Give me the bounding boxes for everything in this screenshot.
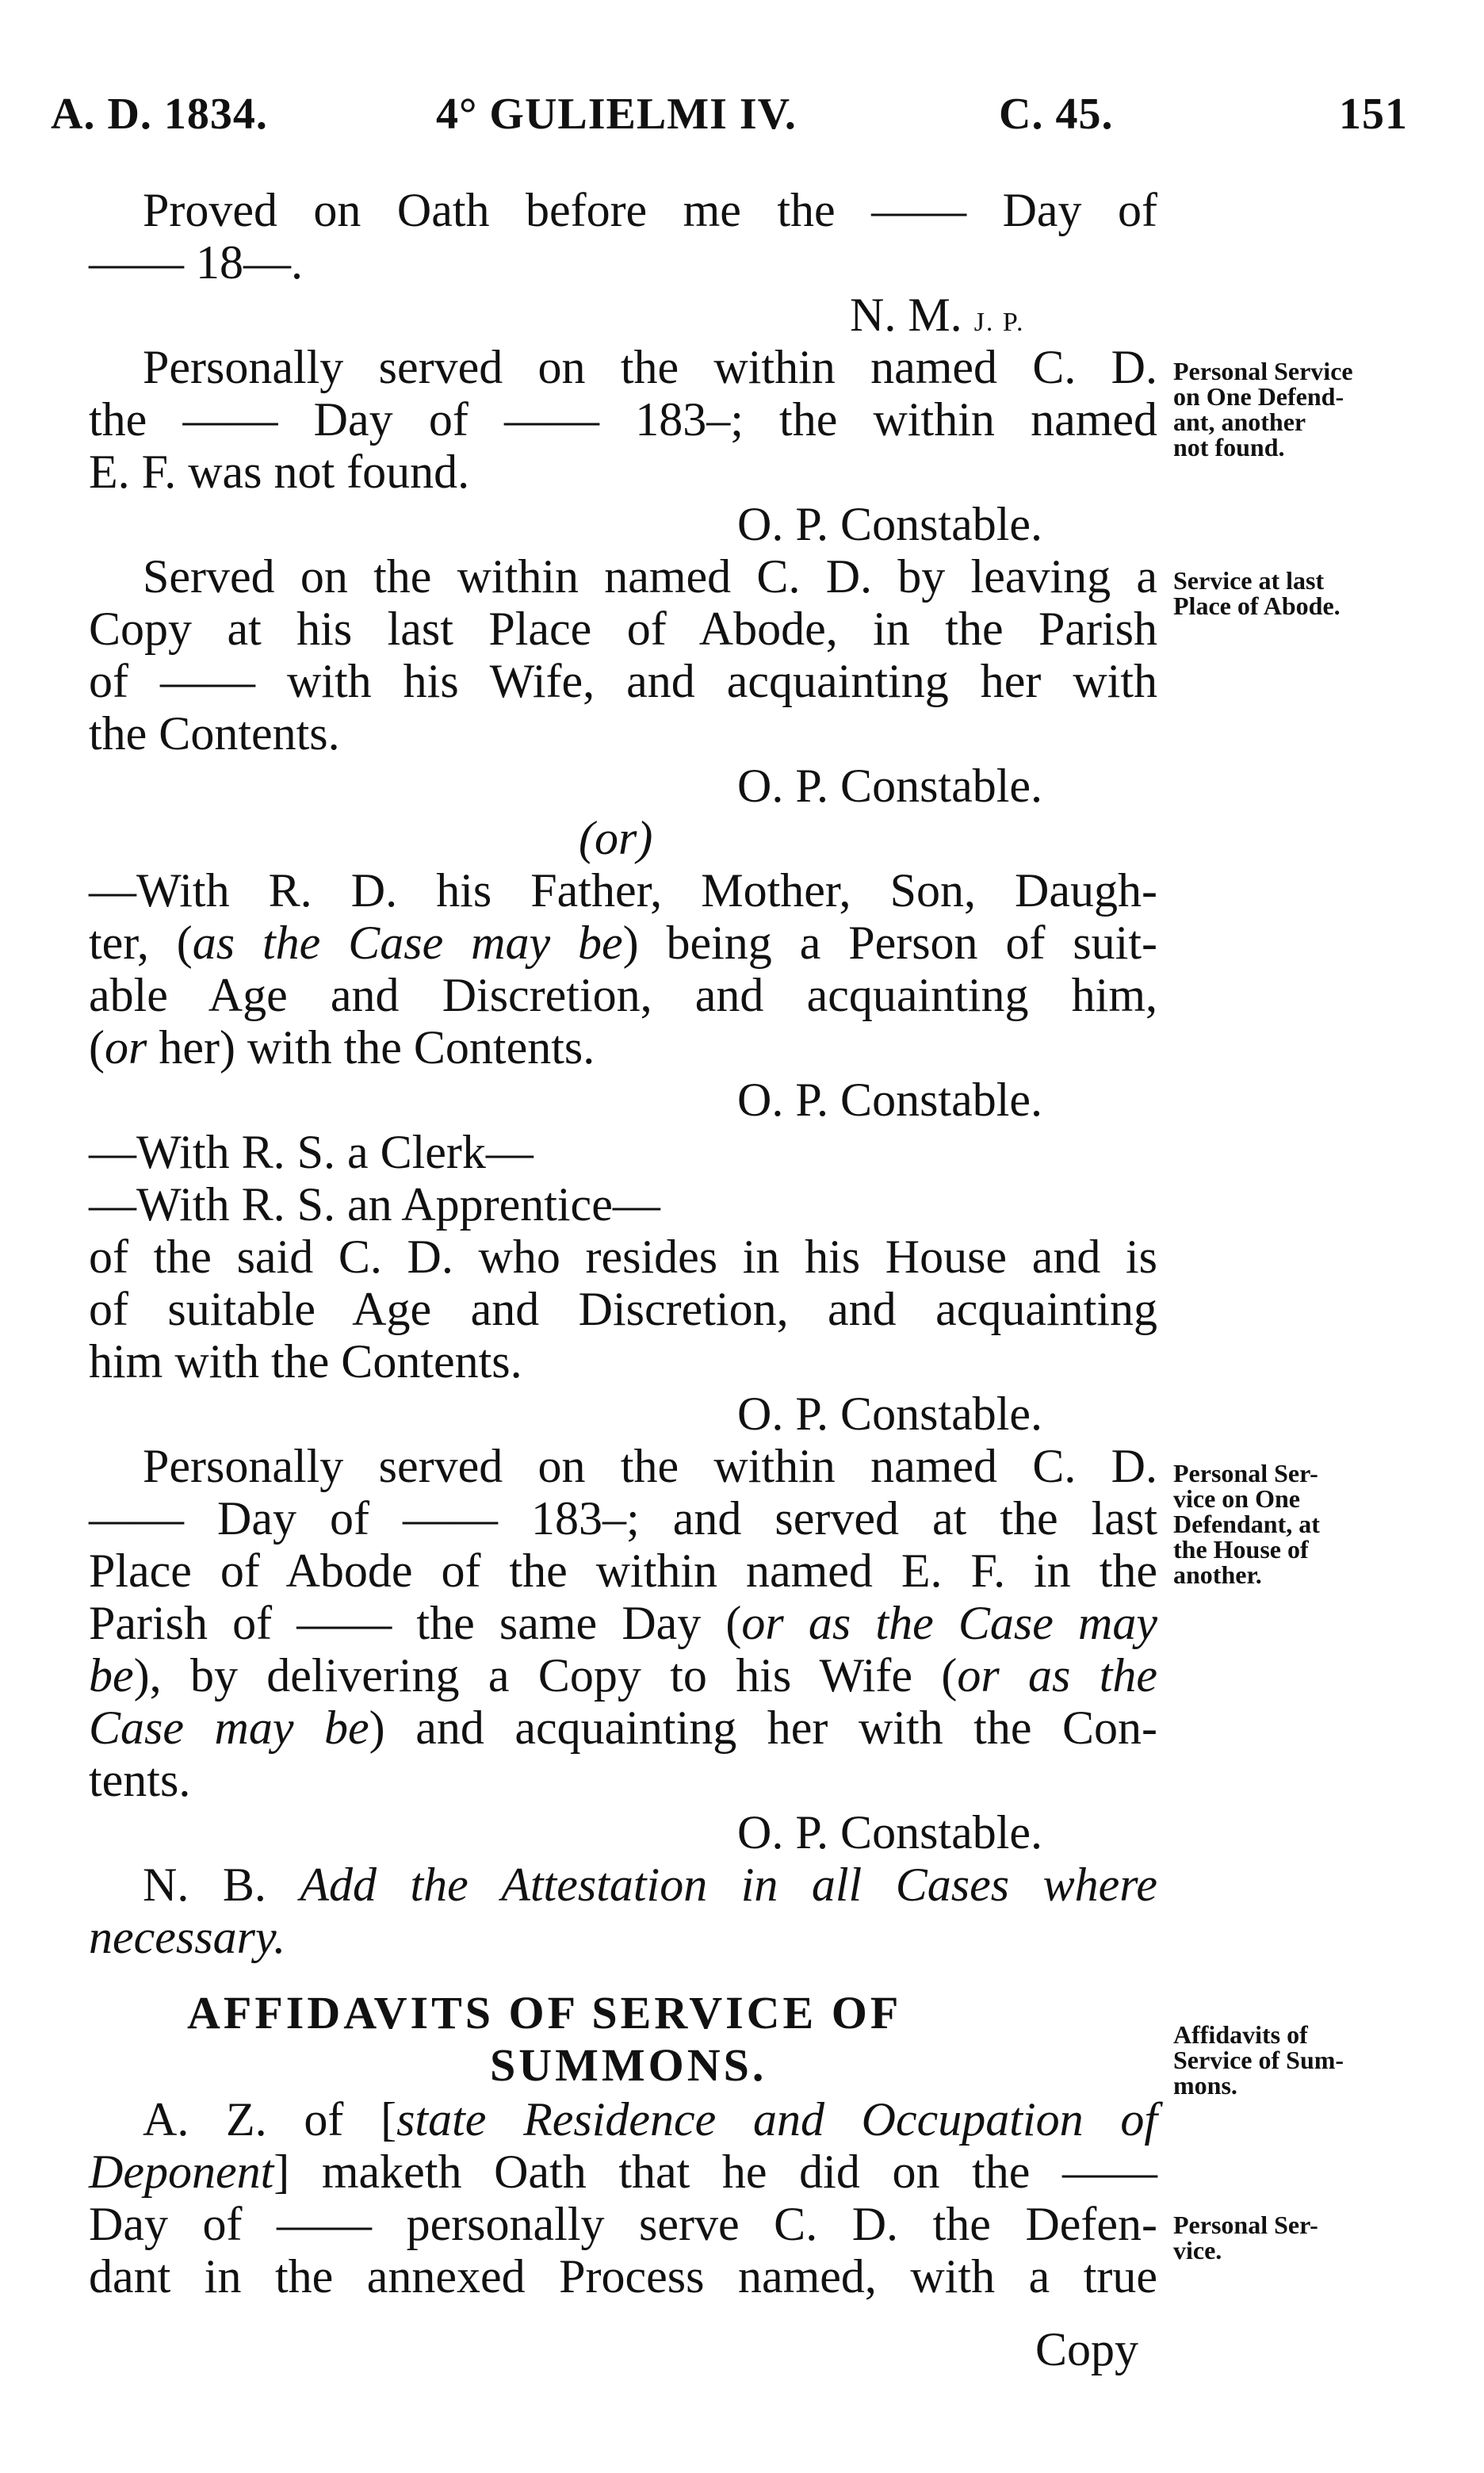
marginal-note-line: the House of bbox=[1173, 1535, 1309, 1564]
marginal-note-line: Personal Ser- bbox=[1173, 2211, 1318, 2239]
text-line: —With R. D. his Father, Mother, Son, Daugh- bbox=[89, 864, 1157, 917]
text-line: the Contents. bbox=[89, 707, 340, 760]
text-line: the —— Day of —— 183–; the within named bbox=[89, 393, 1157, 446]
text-run-italic: Case may be bbox=[89, 1702, 369, 1754]
text-line: of —— with his Wife, and acquainting her with bbox=[89, 655, 1157, 707]
text-line bbox=[89, 1649, 1157, 1702]
text-run: ) being a Person of suit- bbox=[622, 917, 1157, 969]
signature-line: O. P. Constable. bbox=[737, 760, 1043, 812]
text-run-italic: Deponent bbox=[89, 2146, 274, 2198]
text-run: ( bbox=[89, 1021, 105, 1074]
marginal-note-line: vice on One bbox=[1173, 1484, 1300, 1513]
text-line: —With R. S. a Clerk— bbox=[89, 1126, 534, 1178]
text-run-italic: as the Case may be bbox=[192, 917, 623, 969]
text-run-italic: state Residence and Occupation of bbox=[396, 2093, 1157, 2146]
marginal-note bbox=[1173, 2022, 1427, 2098]
marginal-note bbox=[1173, 568, 1427, 618]
marginal-note-line: vice. bbox=[1173, 2236, 1222, 2264]
text-line: —With R. S. an Apprentice— bbox=[89, 1178, 660, 1231]
text-run-italic: or as the Case may bbox=[741, 1597, 1157, 1649]
text-line: —— Day of —— 183–; and served at the last bbox=[89, 1492, 1157, 1545]
text-run: A. Z. of [ bbox=[143, 2093, 397, 2146]
marginal-note-line: on One Defend- bbox=[1173, 382, 1344, 411]
signature-line bbox=[850, 289, 1025, 349]
text-run: N. B. bbox=[143, 1859, 300, 1911]
marginal-note-line: Service at last bbox=[1173, 566, 1325, 595]
text-run-italic: or as the bbox=[957, 1649, 1158, 1702]
header-chapter: C. 45. bbox=[999, 90, 1114, 139]
section-heading: SUMMONS. bbox=[490, 2039, 767, 2091]
text-line: Place of Abode of the within named E. F. in the bbox=[89, 1545, 1157, 1597]
text-run: ) and acquainting her with the Con- bbox=[369, 1702, 1157, 1754]
text-line: necessary. bbox=[89, 1911, 286, 1963]
text-line: of suitable Age and Discretion, and acquainting bbox=[89, 1283, 1157, 1335]
marginal-note-line: Personal Service bbox=[1173, 357, 1353, 385]
text-run: ter, ( bbox=[89, 917, 193, 969]
text-line bbox=[89, 1702, 1157, 1754]
text-line: Day of —— personally serve C. D. the Defen- bbox=[89, 2198, 1157, 2250]
marginal-note-line: Affidavits of bbox=[1173, 2020, 1308, 2049]
marginal-note bbox=[1173, 2212, 1427, 2263]
text-line bbox=[143, 1859, 1157, 1911]
text-line: him with the Contents. bbox=[89, 1335, 522, 1388]
signature-line: O. P. Constable. bbox=[737, 1074, 1043, 1126]
marginal-note-line: not found. bbox=[1173, 433, 1285, 461]
marginal-note-line: Service of Sum- bbox=[1173, 2046, 1344, 2074]
text-line: of the said C. D. who resides in his House and is bbox=[89, 1231, 1157, 1283]
text-line bbox=[89, 2146, 1157, 2198]
text-line bbox=[89, 1597, 1157, 1649]
text-line: dant in the annexed Process named, with a true bbox=[89, 2250, 1157, 2303]
marginal-note bbox=[1173, 1460, 1427, 1587]
text-run: her) with the Contents. bbox=[147, 1021, 595, 1074]
signature-line: O. P. Constable. bbox=[737, 1806, 1043, 1859]
text-run-italic: or bbox=[104, 1021, 147, 1074]
header-year: A. D. 1834. bbox=[51, 90, 268, 139]
text-line: Personally served on the within named C. D. bbox=[143, 1440, 1157, 1492]
text-line bbox=[89, 1021, 595, 1074]
text-line: tents. bbox=[89, 1754, 191, 1806]
running-header bbox=[51, 89, 1408, 152]
marginal-note-line: Place of Abode. bbox=[1173, 591, 1341, 620]
text-run: ] maketh Oath that he did on the —— bbox=[273, 2146, 1157, 2198]
text-line: —— 18—. bbox=[89, 236, 303, 289]
text-line: Personally served on the within named C. D. bbox=[143, 341, 1157, 393]
header-reign: 4° GULIELMI IV. bbox=[436, 90, 797, 139]
marginal-note-line: Personal Ser- bbox=[1173, 1459, 1318, 1487]
text-line: Copy at his last Place of Abode, in the Parish bbox=[89, 603, 1157, 655]
text-line bbox=[143, 2093, 1157, 2146]
page-number: 151 bbox=[1339, 90, 1408, 139]
catchword: Copy bbox=[1035, 2323, 1139, 2375]
signature-title: J. P. bbox=[973, 308, 1025, 337]
marginal-note-line: another. bbox=[1173, 1560, 1262, 1589]
marginal-note-line: mons. bbox=[1173, 2071, 1237, 2100]
text-run: ), by delivering a Copy to his Wife ( bbox=[133, 1649, 958, 1702]
text-run: Parish of —— the same Day ( bbox=[89, 1597, 742, 1649]
signature-name: N. M. bbox=[850, 289, 962, 341]
text-line: Served on the within named C. D. by leaving a bbox=[143, 550, 1157, 603]
signature-line: O. P. Constable. bbox=[737, 498, 1043, 550]
marginal-note-line: ant, another bbox=[1173, 408, 1306, 436]
signature-line: O. P. Constable. bbox=[737, 1388, 1043, 1440]
text-line: E. F. was not found. bbox=[89, 446, 470, 498]
text-line: able Age and Discretion, and acquainting him, bbox=[89, 969, 1157, 1021]
text-run-italic: Add the Attestation in all Cases where bbox=[300, 1859, 1157, 1911]
marginal-note bbox=[1173, 358, 1427, 460]
text-line: Proved on Oath before me the —— Day of bbox=[143, 184, 1157, 236]
text-run-italic: be bbox=[89, 1649, 134, 1702]
marginal-note-line: Defendant, at bbox=[1173, 1510, 1320, 1538]
section-heading: AFFIDAVITS OF SERVICE OF bbox=[187, 1987, 902, 2039]
text-line bbox=[89, 917, 1157, 969]
text-line: (or) bbox=[579, 812, 653, 864]
